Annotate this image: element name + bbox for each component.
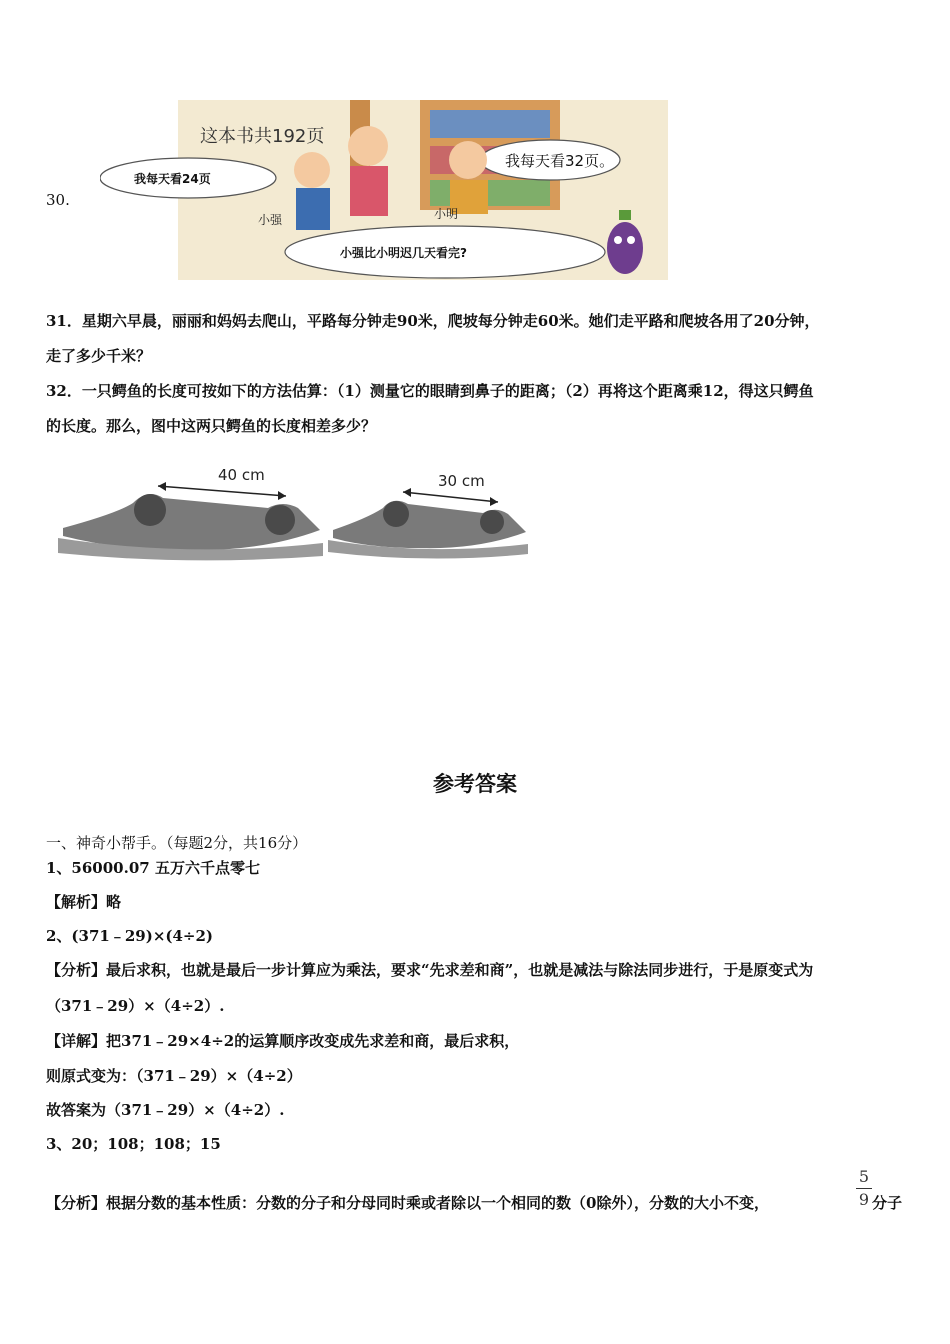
crocodile-left-icon: [58, 494, 323, 560]
question-31-line1: 31．星期六早晨，丽丽和妈妈去爬山，平路每分钟走90米，爬坡每分钟走60米。她们走平路和爬坡各用了20分钟，: [46, 312, 820, 330]
boy-xiaoqiang-icon: [294, 152, 330, 230]
answer-3-analysis: 【分析】根据分数的基本性质：分数的分子和分母同时乘或者除以一个相同的数（0除外），分数的大小不变，: [46, 1194, 769, 1212]
name-xiaoqiang: 小强: [258, 213, 283, 227]
fraction-numerator: 5: [858, 1167, 870, 1186]
fraction-bar: [856, 1188, 872, 1189]
crocodile-illustration: [58, 458, 533, 568]
measure-arrow-left: [158, 482, 286, 500]
left-speech-bubble: [100, 158, 276, 198]
answer-2-detail-line2: 则原式变为：（371﹣29）×（4÷2）: [46, 1067, 302, 1085]
croc-left-label: 40 cm: [218, 466, 265, 484]
measure-arrow-right: [403, 488, 498, 506]
question-31-line2: 走了多少千米？: [46, 347, 152, 365]
right-speech-bubble: [480, 140, 620, 180]
answer-2: 2、(371﹣29)×(4÷2): [46, 927, 214, 945]
answers-title: 参考答案: [433, 772, 517, 796]
fraction-denominator: 9: [858, 1190, 870, 1209]
girl-icon: [348, 126, 388, 216]
book-total-bubble: [200, 126, 324, 147]
question-speech-bubble: [285, 226, 605, 278]
answer-2-analysis-line1: 【分析】最后求积，也就是最后一步计算应为乘法，要求“先求差和商”，也就是减法与除法同步进行，于是原变式为: [46, 961, 814, 979]
question-32-line1: 32．一只鳄鱼的长度可按如下的方法估算：（1）测量它的眼睛到鼻子的距离；（2）再将这个距离乘12，得这只鳄鱼: [46, 382, 814, 400]
answer-1-analysis: 【解析】略: [46, 893, 122, 911]
answer-3-tail: 分子: [872, 1194, 903, 1212]
answer-3: 3、20；108；108；15: [46, 1135, 221, 1153]
right-bubble-text: 我每天看32页。: [505, 152, 615, 170]
fraction-five-ninths: [856, 1168, 872, 1209]
croc-right-label: 30 cm: [438, 472, 485, 490]
name-xiaoming: 小明: [434, 207, 459, 221]
answer-2-conclusion: 故答案为（371﹣29）×（4÷2）.: [46, 1101, 285, 1119]
question-32-line2: 的长度。那么，图中这两只鳄鱼的长度相差多少？: [46, 417, 377, 435]
question-bubble-text: 小强比小明迟几天看完?: [340, 246, 467, 260]
answer-2-detail: 【详解】把371﹣29×4÷2的运算顺序改变成先求差和商，最后求积，: [46, 1032, 520, 1050]
left-bubble-text: 我每天看24页: [134, 172, 211, 186]
crocodile-right-icon: [328, 501, 528, 559]
question-30-number: 30.: [46, 191, 70, 209]
answer-1: 1、56000.07 五万六千点零七: [46, 859, 260, 877]
question-30-illustration: [100, 98, 668, 282]
book-total-text: 这本书共192页: [200, 126, 325, 147]
answers-section-1: 一、神奇小帮手。（每题2分，共16分）: [46, 834, 308, 852]
answer-2-analysis-line2: （371﹣29）×（4÷2）.: [46, 997, 225, 1015]
